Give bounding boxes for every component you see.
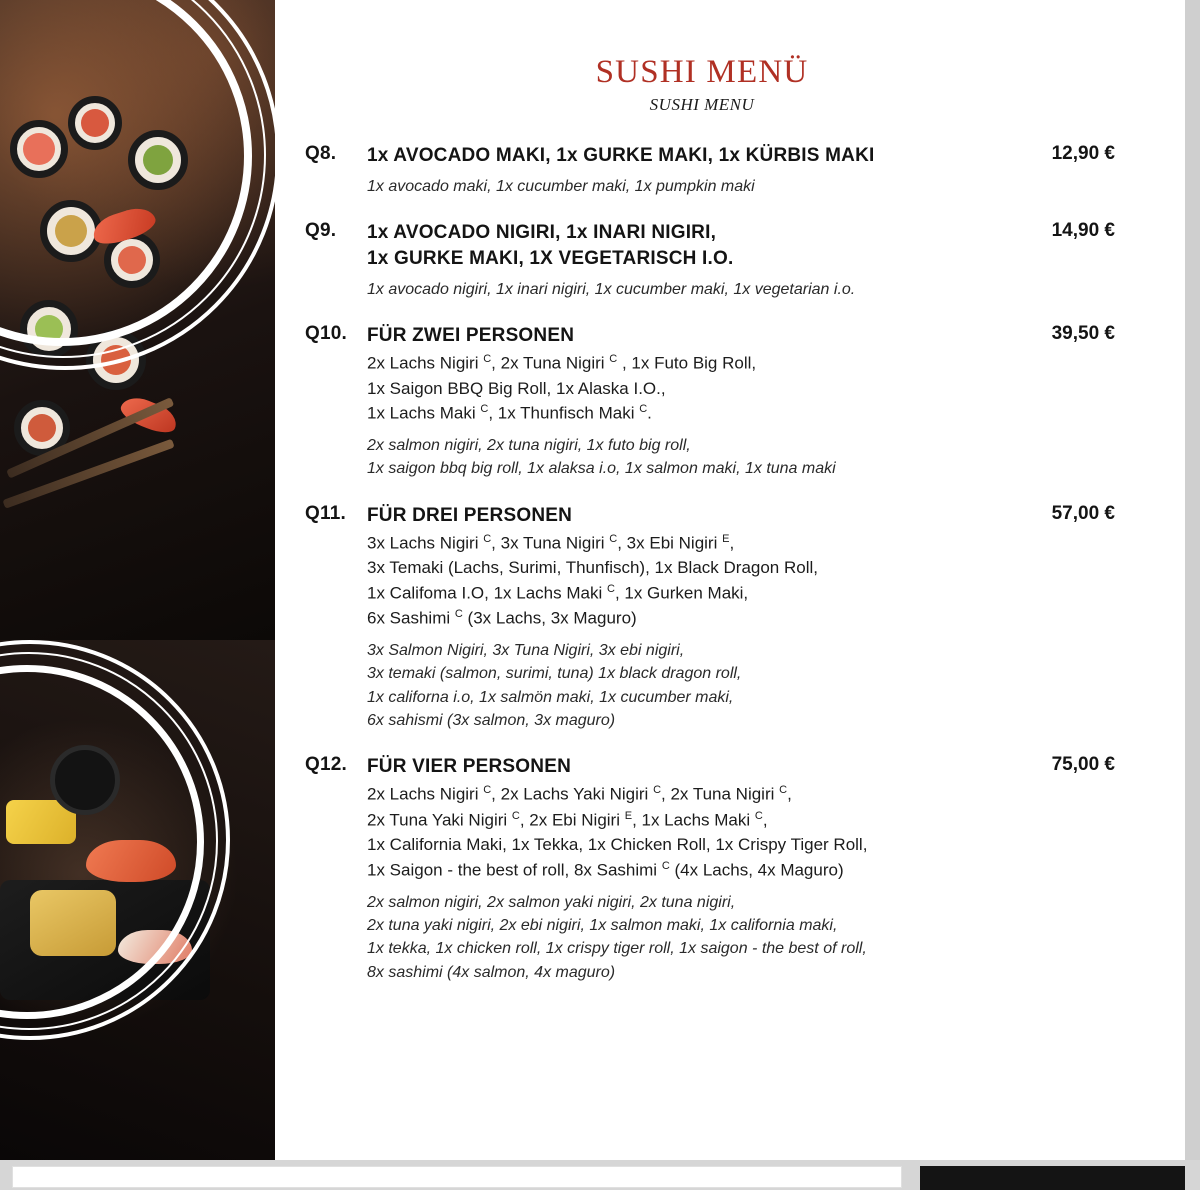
menu-item-price: 12,90 € — [1051, 143, 1115, 164]
menu-item-header — [305, 220, 1115, 270]
menu-item-description-en: 2x tuna yaki nigiri, 2x ebi nigiri, 1x salmon maki, 1x california maki, — [367, 916, 838, 934]
menu-item-name-block — [367, 323, 1011, 348]
menu-item-description-de: 3x Temaki (Lachs, Surimi, Thunfisch), 1x Black Dragon Roll, — [367, 558, 818, 578]
menu-item — [305, 754, 1115, 984]
page-title: SUSHI MENÜ — [595, 54, 809, 90]
menu-item-name-block — [367, 754, 1011, 779]
menu-item — [305, 220, 1115, 301]
maki-piece — [86, 330, 146, 390]
menu-item-price: 39,50 € — [1051, 322, 1115, 344]
next-page-preview — [12, 1166, 902, 1188]
maki-piece — [68, 96, 122, 150]
nori-roll — [50, 745, 120, 815]
tempura-roll — [30, 890, 116, 956]
surimi-nigiri — [118, 930, 192, 964]
maki-piece — [10, 120, 68, 178]
menu-item-description-en: 1x avocado maki, 1x cucumber maki, 1x pumpkin maki — [367, 178, 755, 196]
menu-item-description-en: 1x avocado nigiri, 1x inari nigiri, 1x cucumber maki, 1x vegetarian i.o. — [367, 280, 856, 298]
menu-item-code: Q9. — [305, 220, 337, 242]
menu-item-description-en: 2x salmon nigiri, 2x salmon yaki nigiri, 2x tuna nigiri, — [367, 893, 736, 911]
maki-piece — [20, 300, 78, 358]
menu-item-description-de: 1x Saigon - the best of roll, 8x Sashimi $^C$ (4x Lachs, 4x Maguro) — [367, 860, 844, 880]
salmon-nigiri — [86, 840, 176, 882]
menu-item — [305, 323, 1115, 481]
menu-item-name: 1x AVOCADO MAKI, 1x GURKE MAKI, 1x KÜRBIS MAKI — [367, 145, 875, 166]
menu-item-description-en: 6x sahismi (3x salmon, 3x maguro) — [367, 711, 616, 729]
menu-item-header — [305, 503, 1115, 528]
menu-item-name: FÜR DREI PERSONEN — [367, 504, 573, 526]
menu-item-code: Q10. — [305, 322, 347, 344]
menu-item-description-de: 1x Lachs Maki $^C$, 1x Thunfisch Maki $^C$. — [367, 403, 652, 423]
next-page-photo-preview — [920, 1166, 1185, 1190]
menu-item-description-de: 1x California Maki, 1x Tekka, 1x Chicken Roll, 1x Crispy Tiger Roll, — [367, 835, 868, 855]
menu-item-name-block — [367, 220, 1011, 270]
menu-item-list — [289, 143, 1115, 984]
maki-piece — [40, 200, 102, 262]
menu-item-description-de: 3x Lachs Nigiri $^C$, 3x Tuna Nigiri $^C$, 3x Ebi Nigiri $^E$, — [367, 532, 735, 553]
menu-item-code: Q11. — [305, 502, 346, 524]
menu-item — [305, 143, 1115, 198]
menu-item-header — [305, 754, 1115, 779]
menu-item-name-block — [367, 143, 1011, 168]
menu-item-description-en: 1x saigon bbq big roll, 1x alaksa i.o, 1x salmon maki, 1x tuna maki — [367, 460, 836, 478]
page-subtitle: SUSHI MENU — [649, 95, 755, 114]
menu-item-description-de: 6x Sashimi $^C$ (3x Lachs, 3x Maguro) — [367, 608, 637, 628]
menu-item-description-de: 2x Lachs Nigiri $^C$, 2x Lachs Yaki Nigiri $^C$, 2x Tuna Nigiri $^C$, — [367, 784, 792, 804]
menu-item-name-block — [367, 503, 1011, 528]
menu-item-name: 1x AVOCADO NIGIRI, 1x INARI NIGIRI, — [367, 222, 717, 244]
menu-item-description-de: 1x Califoma I.O, 1x Lachs Maki $^C$, 1x Gurken Maki, — [367, 582, 749, 603]
menu-content — [275, 0, 1185, 1160]
menu-item-price: 57,00 € — [1051, 502, 1115, 524]
menu-item-code: Q8. — [305, 143, 337, 164]
menu-item-description-de: 1x Saigon BBQ Big Roll, 1x Alaska I.O., — [367, 378, 666, 398]
menu-item — [305, 503, 1115, 733]
menu-item-description-de: 2x Lachs Nigiri $^C$, 2x Tuna Nigiri $^C$ , 1x Futo Big Roll, — [367, 353, 757, 373]
maki-piece — [128, 130, 188, 190]
menu-item-code: Q12. — [305, 754, 347, 776]
menu-item-description-en: 2x salmon nigiri, 2x tuna nigiri, 1x futo big roll, — [367, 436, 691, 454]
page-right-edge — [1185, 0, 1200, 1190]
menu-item-description-en: 3x Salmon Nigiri, 3x Tuna Nigiri, 3x ebi nigiri, — [367, 641, 685, 659]
menu-item-description-en: 8x sashimi (4x salmon, 4x maguro) — [367, 963, 616, 981]
menu-item-price: 14,90 € — [1051, 220, 1115, 242]
menu-item-name: 1x GURKE MAKI, 1X VEGETARISCH I.O. — [367, 247, 734, 269]
menu-item-description-en: 3x temaki (salmon, surimi, tuna) 1x black dragon roll, — [367, 665, 742, 683]
menu-item-header — [305, 143, 1115, 168]
menu-item-price: 75,00 € — [1051, 754, 1115, 776]
menu-item-description-de: 2x Tuna Yaki Nigiri $^C$, 2x Ebi Nigiri $^E$, 1x Lachs Maki $^C$, — [367, 809, 768, 830]
menu-item-header — [305, 323, 1115, 348]
menu-item-name: FÜR VIER PERSONEN — [367, 756, 571, 778]
menu-item-description-en: 1x tekka, 1x chicken roll, 1x crispy tiger roll, 1x saigon - the best of roll, — [367, 940, 867, 958]
food-photo-column — [0, 0, 275, 1160]
menu-item-name: FÜR ZWEI PERSONEN — [367, 324, 575, 346]
menu-item-description-en: 1x californa i.o, 1x salmön maki, 1x cucumber maki, — [367, 688, 734, 706]
